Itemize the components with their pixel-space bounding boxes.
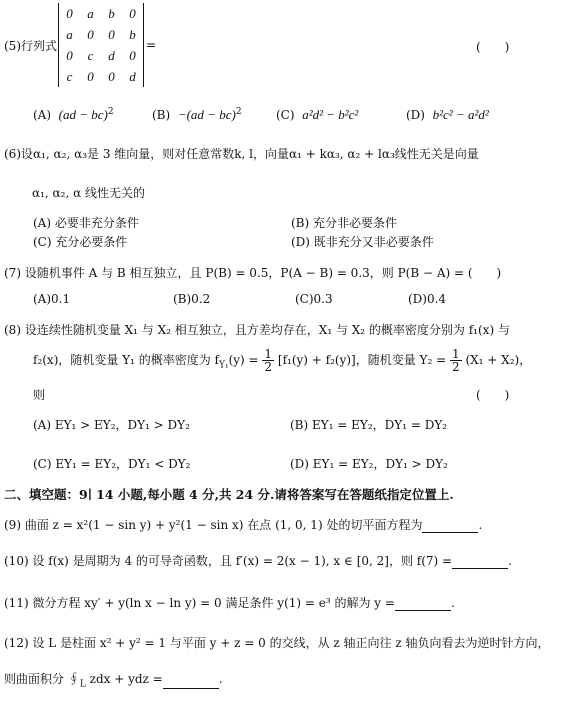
- q6-option-d: (D) 既非充分又非必要条件: [291, 235, 434, 249]
- q7-stem: (7) 设随机事件 A 与 B 相互独立，且 P(B) = 0.5，P(A − B) = 0.3，则 P(B − A) = ( ): [4, 266, 502, 280]
- q8-option-b: (B) EY₁ = EY₂，DY₁ = DY₂: [290, 418, 448, 432]
- det-cell: 0: [66, 5, 73, 21]
- q8-option-c: (C) EY₁ = EY₂，DY₁ < DY₂: [33, 457, 191, 471]
- q10-answer-blank[interactable]: [452, 568, 508, 569]
- det-cell: c: [66, 68, 73, 84]
- q5-option-d: (D) b²c² − a²d²: [406, 107, 489, 122]
- q8-option-a: (A) EY₁ > EY₂，DY₁ > DY₂: [33, 418, 190, 432]
- q12-stem-line1: (12) 设 L 是柱面 x² + y² = 1 与平面 y + z = 0 的交线，从 z 轴正向往 z 轴负向看去为逆时针方向，: [4, 636, 550, 650]
- det-cell: d: [129, 68, 136, 84]
- q6-option-a: (A) 必要非充分条件: [33, 216, 139, 230]
- q5-option-c: (C) a²d² − b²c²: [276, 107, 359, 122]
- det-cell: 0: [108, 26, 115, 42]
- q7-option-a: (A)0.1: [33, 292, 71, 306]
- det-cell: a: [66, 26, 73, 42]
- det-cell: b: [108, 5, 115, 21]
- q5-answer-paren: ( ): [476, 40, 510, 54]
- q9-stem: (9) 曲面 z = x²(1 − sin y) + y²(1 − sin x) 在点 (1, 0, 1) 处的切平面方程为 .: [4, 518, 483, 532]
- q6-stem-line2: α₁, α₂, α 线性无关的: [32, 186, 146, 200]
- q7-option-b: (B)0.2: [173, 292, 211, 306]
- q7-option-c: (C)0.3: [295, 292, 333, 306]
- section-fill-in-header: 二、填空题：9∣ 14 小题,每小题 4 分,共 24 分.请将答案写在答题纸指定位置上.: [4, 487, 454, 502]
- q8-stem-line1: (8) 设连续性随机变量 X₁ 与 X₂ 相互独立，且方差均存在，X₁ 与 X₂ 的概率密度分别为 f₁(x) 与: [4, 323, 510, 337]
- q9-answer-blank[interactable]: [422, 532, 478, 533]
- q5-equals: =: [146, 38, 157, 52]
- det-cell: 0: [87, 68, 94, 84]
- q5-option-a: (A) (ad − bc)$^2$: [33, 107, 114, 122]
- q12-stem-line2: 则曲面积分 $∮_L$ zdx + ydz = .: [4, 672, 223, 690]
- det-cell: 0: [108, 68, 115, 84]
- q6-stem-line1: (6)设α₁, α₂, α₃是 3 维向量，则对任意常数k, l，向量α₁ + kα₃, α₂ + lα₃线性无关是向量: [4, 147, 479, 161]
- q8-stem-line2: f₂(x)，随机变量 Y₁ 的概率密度为 $f_{Y_1}(y)$ = $\frac{1}{2}$ [f₁(y) + f₂(y)]，随机变量 Y₂ = $\frac{1}{2}$ (X₁ + X₂)，: [33, 347, 532, 374]
- q8-then: 则: [33, 388, 46, 402]
- det-cell: b: [129, 26, 136, 42]
- q5-determinant: [58, 3, 144, 87]
- det-cell: 0: [129, 47, 136, 63]
- q11-answer-blank[interactable]: [395, 610, 451, 611]
- q5-option-b: (B) −(ad − bc)$^2$: [152, 107, 242, 122]
- q11-stem: (11) 微分方程 xy′ + y(ln x − ln y) = 0 满足条件 y(1) = e³ 的解为 y = .: [4, 596, 455, 610]
- det-cell: a: [87, 5, 94, 21]
- det-cell: 0: [129, 5, 136, 21]
- det-cell: d: [108, 47, 115, 63]
- q8-answer-paren: ( ): [476, 388, 510, 402]
- det-cell: c: [87, 47, 94, 63]
- q12-answer-blank[interactable]: [163, 688, 219, 689]
- q5-label: (5)行列式: [4, 39, 57, 53]
- q6-option-b: (B) 充分非必要条件: [291, 216, 397, 230]
- det-cell: 0: [66, 47, 73, 63]
- q10-stem: (10) 设 f(x) 是周期为 4 的可导奇函数，且 f′(x) = 2(x − 1), x ∈ [0, 2]，则 f(7) = .: [4, 554, 512, 568]
- q8-option-d: (D) EY₁ = EY₂，DY₁ > DY₂: [290, 457, 448, 471]
- fraction-half: $\frac{1}{2}$: [264, 347, 273, 374]
- fraction-half: $\frac{1}{2}$: [451, 347, 460, 374]
- q6-option-c: (C) 充分必要条件: [33, 235, 128, 249]
- q7-option-d: (D)0.4: [408, 292, 447, 306]
- det-cell: 0: [87, 26, 94, 42]
